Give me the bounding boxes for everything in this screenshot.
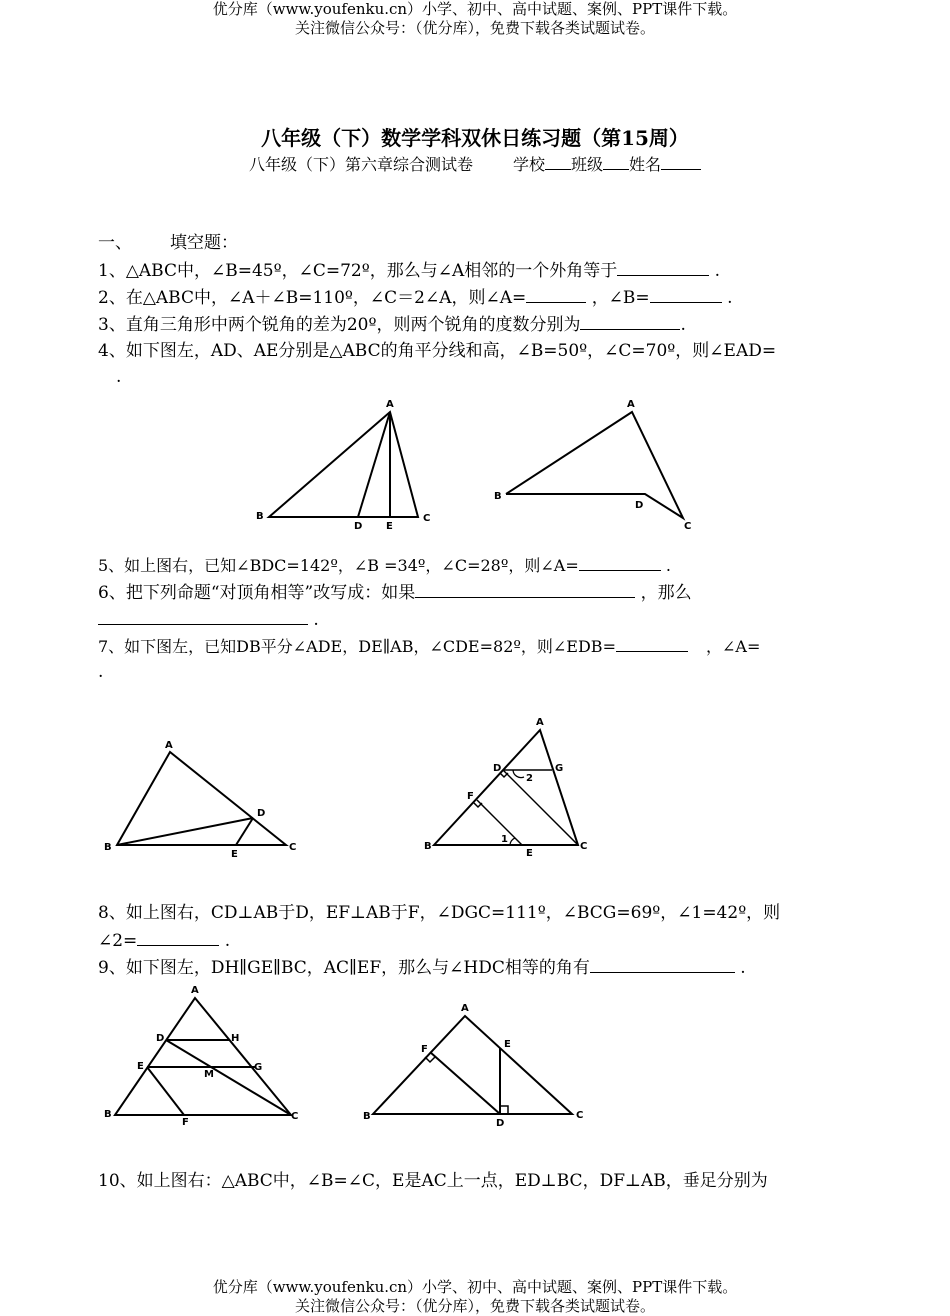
fig6-label-F: F (421, 1044, 428, 1055)
question-9-text: 9、如下图左，DH∥GE∥BC，AC∥EF，那么与∠HDC相等的角有 (98, 958, 590, 978)
fig1-label-B: B (256, 511, 264, 522)
q5-blank[interactable] (579, 554, 661, 571)
fig5-label-E: E (137, 1061, 144, 1072)
q2-end: . (727, 288, 733, 308)
fig5-label-M: M (204, 1069, 214, 1080)
fig3-segment-DE (236, 818, 253, 845)
question-5 (98, 554, 671, 577)
fig1-label-E: E (386, 521, 393, 532)
page-footer-line2: 关注微信公众号：（优分库），免费下载各类试题试卷。 (294, 1297, 655, 1315)
page-title: 八年级（下）数学学科双休日练习题（第15周） (261, 126, 689, 150)
fig3-triangle (117, 752, 286, 845)
fig4-angle-2-arc (513, 770, 524, 778)
figure-4 (424, 717, 587, 859)
question-7 (98, 635, 760, 658)
fig5-label-C: C (291, 1111, 299, 1122)
fig2-label-B: B (494, 491, 502, 502)
fig4-label-D: D (493, 763, 502, 774)
question-6 (98, 581, 692, 604)
fig2-shape (506, 412, 683, 518)
fig5-label-D: D (156, 1033, 165, 1044)
fig4-label-A: A (536, 717, 544, 728)
figure-6 (363, 1003, 583, 1129)
question-6-text-b: ，那么 (640, 583, 692, 603)
fig6-right-angle-F (425, 1057, 435, 1062)
question-10 (98, 1170, 768, 1192)
fig4-segment-DC (503, 770, 578, 845)
school-label: 学校 (512, 155, 545, 174)
fig6-label-D: D (496, 1118, 505, 1129)
exam-name: 八年级（下）第六章综合测试卷 (248, 155, 473, 174)
fig4-angle-1-arc (510, 838, 515, 845)
fig4-triangle (434, 730, 578, 845)
fig4-right-angle-F (474, 803, 482, 807)
fig5-label-F: F (182, 1117, 189, 1128)
fig2-label-C: C (684, 521, 692, 532)
fig1-label-A: A (386, 399, 394, 410)
question-8-cont (98, 929, 230, 952)
page-footer-line1: 优分库（www.youfenku.cn）小学、初中、高中试题、案例、PPT课件下载。 (212, 1278, 738, 1296)
fig4-label-C: C (580, 841, 588, 852)
q6-end: . (313, 610, 319, 630)
question-2-text-a: 2、在△ABC中，∠A＋∠B=110º，∠C＝2∠A，则∠A= (98, 288, 527, 308)
page-header-line1: 优分库（www.youfenku.cn）小学、初中、高中试题、案例、PPT课件下载。 (212, 0, 738, 18)
fig1-triangle (269, 412, 418, 517)
section-title: 填空题： (170, 233, 238, 253)
q9-blank[interactable] (590, 956, 735, 973)
question-10-text: 10、如上图右：△ABC中，∠B=∠C，E是AC上一点，ED⊥BC，DF⊥AB，垂足分别为 (98, 1171, 768, 1191)
question-8-text-a: 8、如上图右，CD⊥AB于D，EF⊥AB于F，∠DGC=111º，∠BCG=69º，∠1=42º，则 (98, 903, 781, 923)
q6-blank-b[interactable] (98, 608, 308, 625)
fig2-label-D: D (635, 500, 644, 511)
fig4-label-2: 2 (526, 773, 533, 784)
q8-end: . (224, 931, 231, 951)
fig1-label-D: D (354, 521, 363, 532)
question-7-text-a: 7、如下图左，已知DB平分∠ADE，DE∥AB，∠CDE=82º，则∠EDB= (98, 637, 616, 656)
fig5-triangle (115, 998, 291, 1115)
fig1-label-C: C (423, 513, 431, 524)
q7-blank-a[interactable] (616, 635, 688, 652)
q6-blank-a[interactable] (415, 581, 635, 598)
fig3-segment-BD (117, 818, 253, 845)
question-8-text-b: ∠2= (98, 931, 138, 951)
question-9 (98, 956, 746, 979)
fig4-label-B: B (424, 841, 432, 852)
q1-end: . (714, 261, 721, 281)
fig1-bisector-AD (358, 412, 390, 517)
fig5-label-H: H (231, 1033, 240, 1044)
section-number: 一、 (98, 233, 132, 253)
fig6-label-B: B (363, 1111, 371, 1122)
q7-end: . (98, 662, 104, 682)
fig5-segment-EF (147, 1067, 184, 1115)
question-5-text: 5、如上图右，已知∠BDC=142º，∠B =34º，∠C=28º，则∠A= (98, 556, 579, 575)
fig4-label-E: E (526, 848, 533, 859)
q8-blank[interactable] (137, 929, 219, 946)
fig4-segment-FE (477, 800, 522, 845)
question-7-text-b: ，∠A= (705, 637, 761, 656)
figure-1 (256, 399, 430, 532)
question-6-cont (98, 608, 319, 631)
question-1-text: 1、△ABC中，∠B=45º，∠C=72º，那么与∠A相邻的一个外角等于 (98, 261, 618, 281)
fig6-right-angle-D (500, 1106, 508, 1114)
figure-3 (104, 740, 296, 860)
fig4-label-1: 1 (501, 834, 508, 845)
fig3-label-C: C (289, 842, 297, 853)
class-label: 班级 (571, 155, 604, 174)
fig4-label-F: F (467, 791, 474, 802)
fig5-label-B: B (104, 1109, 112, 1120)
fig5-label-A: A (191, 985, 199, 996)
page-header-line2: 关注微信公众号：（优分库），免费下载各类试题试卷。 (294, 19, 655, 37)
q9-end: . (740, 958, 746, 978)
question-6-text-a: 6、把下列命题“对顶角相等”改写成：如果 (98, 583, 416, 603)
question-2-text-b: ，∠B= (591, 288, 650, 308)
figure-5 (104, 985, 298, 1128)
fig6-triangle (373, 1016, 572, 1114)
q4-end: . (116, 367, 122, 387)
q3-end: . (680, 315, 686, 335)
fig6-label-A: A (461, 1003, 469, 1014)
question-8 (98, 902, 780, 924)
fig3-label-A: A (165, 740, 173, 751)
fig6-label-E: E (504, 1039, 511, 1050)
question-3-text: 3、直角三角形中两个锐角的差为20º，则两个锐角的度数分别为 (98, 315, 581, 335)
question-4-text: 4、如下图左，AD、AE分别是△ABC的角平分线和高，∠B=50º，∠C=70º，则∠EAD= (98, 341, 777, 361)
fig6-segment-FD (430, 1052, 500, 1114)
fig3-label-E: E (231, 849, 238, 860)
q5-end: . (665, 556, 671, 575)
fig5-segment-DC (166, 1040, 291, 1115)
figure-2 (494, 399, 691, 532)
fig2-label-A: A (627, 399, 635, 410)
fig5-label-G: G (254, 1062, 263, 1073)
fig3-label-B: B (104, 842, 112, 853)
fig4-label-G: G (555, 763, 564, 774)
fig6-label-C: C (576, 1110, 584, 1121)
name-label: 姓名 (629, 155, 662, 174)
fig3-label-D: D (257, 808, 266, 819)
